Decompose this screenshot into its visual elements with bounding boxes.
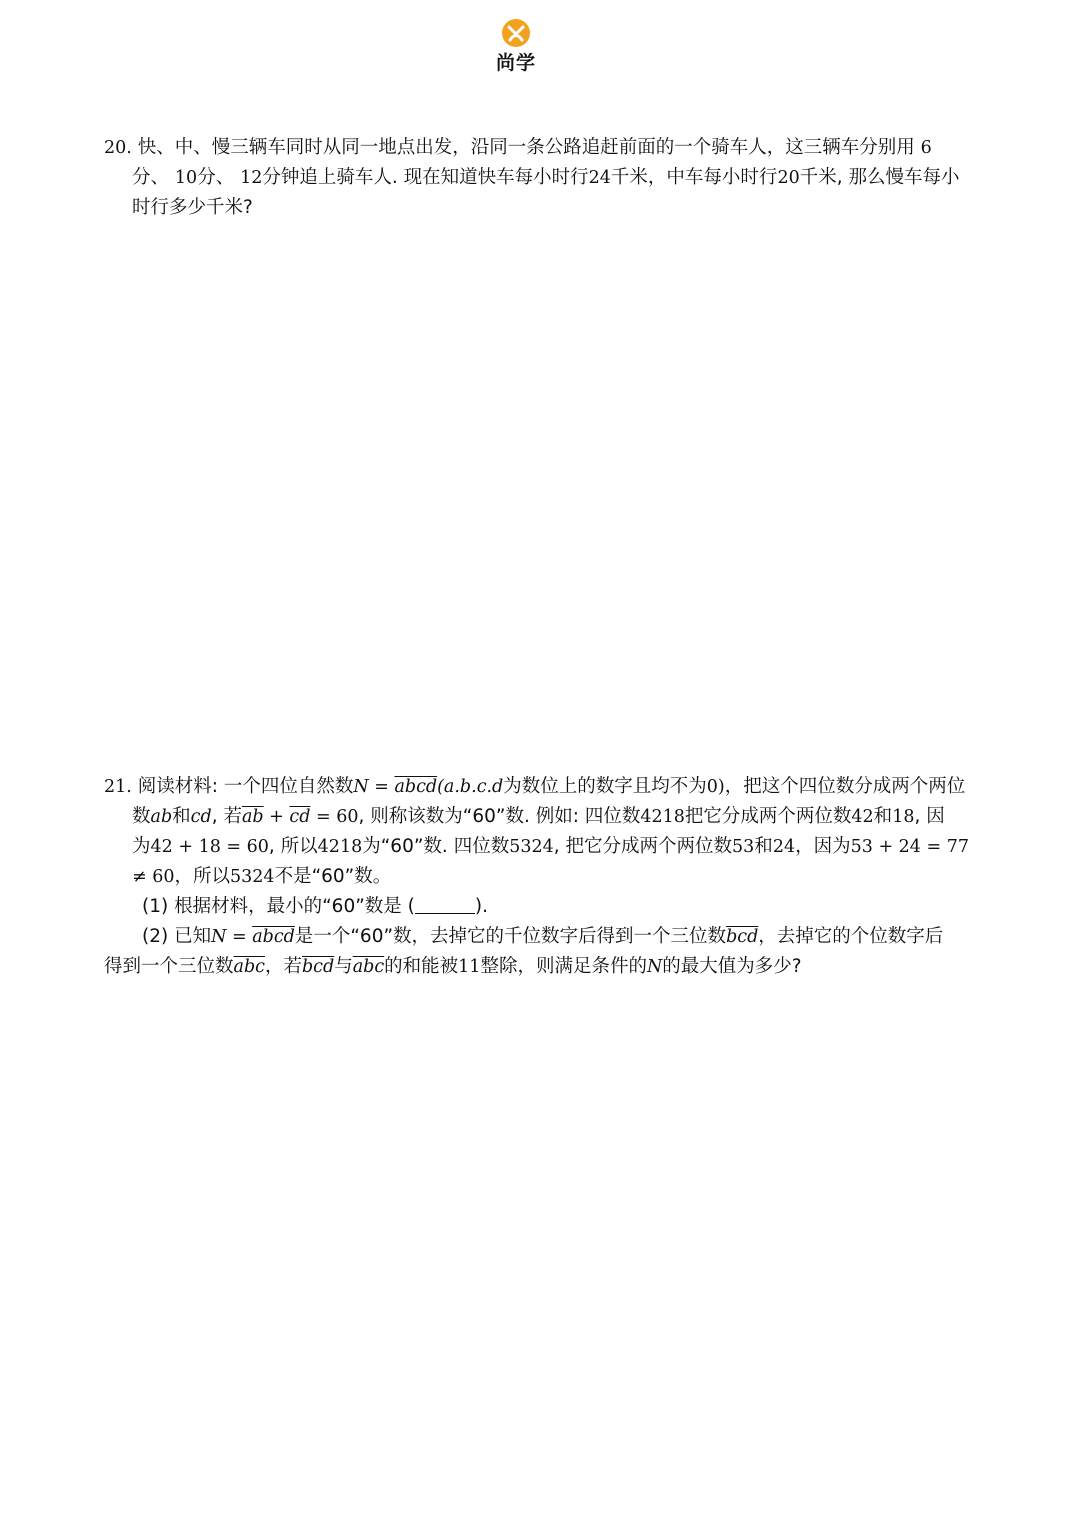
number: 20	[777, 168, 800, 188]
math: N	[646, 957, 663, 977]
number: 5324	[509, 837, 554, 857]
math: cd	[190, 807, 212, 827]
text: 与	[334, 956, 353, 977]
text: 阅读材料: 一个四位自然数	[137, 776, 354, 797]
text: ，因为	[795, 836, 851, 857]
text: , 若	[211, 806, 242, 827]
text: , 把它分成两个两位数	[553, 836, 733, 857]
math: =	[368, 777, 395, 797]
text: 整除，则满足条件的	[480, 956, 647, 977]
text: 的最大值为多少?	[662, 956, 802, 977]
q20-line-3	[104, 193, 980, 223]
text: 和	[754, 836, 773, 857]
number: 24	[588, 168, 611, 188]
math: $\overline{cd}$	[289, 807, 311, 827]
text: 为“60”数. 四位数	[362, 836, 510, 857]
math: =	[226, 927, 253, 947]
number: 5324	[230, 867, 275, 887]
q20-line-1	[104, 133, 980, 163]
number: 6	[920, 138, 932, 158]
q21-part-1	[104, 892, 980, 922]
text: ，若	[264, 956, 302, 977]
text: 数	[132, 806, 151, 827]
number: 53	[732, 837, 755, 857]
text: 千米, 那么慢车每小	[799, 167, 960, 188]
math: 42 + 18 = 60	[150, 837, 269, 857]
question-number: 20.	[104, 138, 132, 158]
math: (a.b.c.d	[437, 777, 504, 797]
text: , 则称该数为“60”数. 例如: 四位数	[358, 806, 641, 827]
q21-line-3	[104, 832, 980, 862]
number: 18	[892, 807, 915, 827]
text: 时行多少千米?	[132, 197, 253, 218]
text: ，去掉它的个位数字后	[758, 926, 944, 947]
question-21	[104, 772, 980, 982]
text: 的和能被	[384, 956, 459, 977]
text: , 所以	[268, 836, 318, 857]
math: ab	[150, 807, 173, 827]
math: ≠ 60	[132, 867, 175, 887]
number: 0)	[706, 777, 725, 797]
text: 千米，中车每小时行	[610, 167, 778, 188]
math: 53 + 24 = 77	[850, 837, 969, 857]
text: (1) 根据材料，最小的“60”数是 (	[142, 896, 415, 917]
number: 11	[458, 957, 481, 977]
q21-part-2-line-1	[104, 922, 980, 952]
math: N	[353, 777, 369, 797]
text: ).	[474, 896, 489, 917]
text: 分、	[132, 167, 170, 188]
text: 分、	[197, 167, 235, 188]
text: , 因	[914, 806, 945, 827]
text: 和	[172, 806, 191, 827]
number: 4218	[317, 837, 363, 857]
number: 42	[851, 807, 874, 827]
q20-line-2	[104, 163, 980, 193]
number: 10	[174, 168, 198, 188]
text: 为数位上的数字且均不为	[503, 776, 707, 797]
math: $\overline{bcd}$	[301, 957, 335, 977]
number: 24	[772, 837, 796, 857]
math: $\overline{bcd}$	[726, 927, 759, 947]
math: $\overline{ab}$	[241, 807, 264, 827]
text: 为	[132, 836, 151, 857]
math: N	[211, 927, 227, 947]
text: 和	[873, 806, 893, 827]
math: abcd	[252, 927, 295, 947]
q21-line-1	[104, 772, 980, 802]
math: +	[263, 807, 290, 827]
answer-blank[interactable]	[415, 895, 475, 914]
text: 得到一个三位数	[104, 956, 234, 977]
question-number: 21.	[104, 777, 132, 797]
number: 12	[240, 168, 263, 188]
q21-line-4	[104, 862, 980, 892]
text: ，所以	[174, 866, 231, 887]
q21-line-2	[104, 802, 980, 832]
math: $\overline{abc}$	[352, 957, 385, 977]
text: ，把这个四位数分成两个两位	[724, 776, 966, 797]
text: 是一个“60”数，去掉它的千位数字后得到一个三位数	[294, 926, 727, 947]
math: = 60	[310, 807, 359, 827]
text: 快、中、慢三辆车同时从同一地点出发，沿同一条公路追赶前面的一个骑车人，这三辆车分别用	[137, 137, 915, 158]
text: 不是“60”数。	[274, 866, 392, 887]
shangxue-logo-icon	[501, 18, 531, 48]
number: 4218	[640, 807, 685, 827]
logo-text: 尚学	[495, 52, 536, 74]
logo	[488, 18, 544, 74]
text: (2) 已知	[142, 926, 212, 947]
math: $\overline{abc}$	[233, 957, 265, 977]
text: 分钟追上骑车人. 现在知道快车每小时行	[262, 167, 589, 188]
question-20	[104, 133, 980, 223]
math: abcd	[394, 777, 438, 797]
q21-part-2-line-2	[104, 952, 980, 982]
text: 把它分成两个两位数	[684, 806, 852, 827]
